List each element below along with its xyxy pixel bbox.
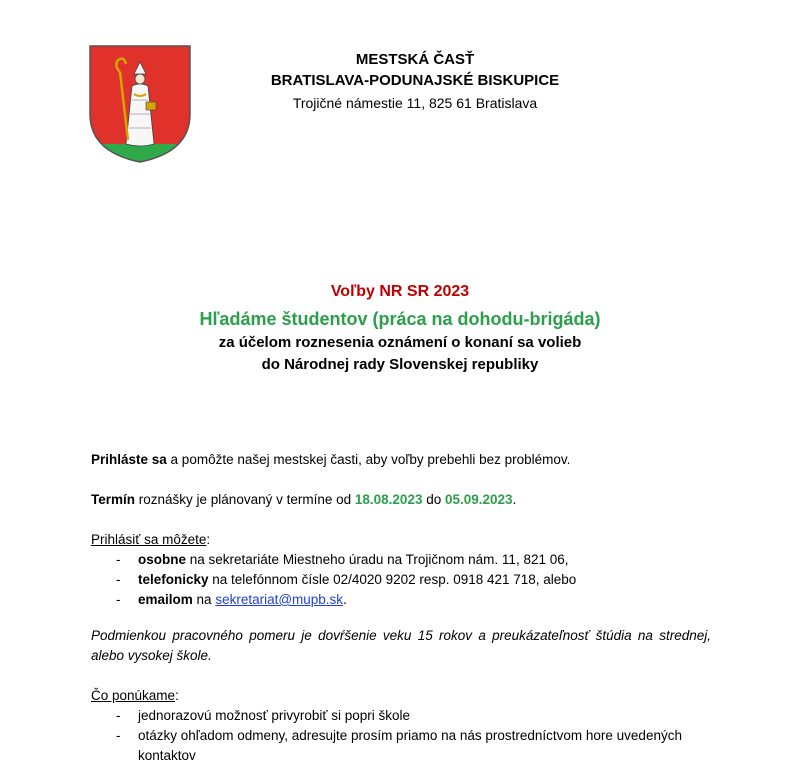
- term-text: roznášky je plánovaný v termíne od: [135, 492, 355, 507]
- offer-heading: [91, 686, 711, 706]
- offer-heading-colon: :: [175, 688, 179, 703]
- apply-method-bold: emailom: [138, 592, 193, 607]
- header-line-2: BRATISLAVA-PODUNAJSKÉ BISKUPICE: [270, 72, 560, 89]
- purpose-line-1: za účelom roznesenia oznámení o konaní sa volieb: [218, 334, 582, 351]
- date-from: 18.08.2023: [354, 492, 423, 507]
- apply-heading-colon: :: [206, 532, 211, 547]
- date-to: 05.09.2023: [445, 492, 513, 507]
- purpose-line-2: do Národnej rady Slovenskej republiky: [261, 356, 539, 373]
- municipality-header: [250, 50, 580, 112]
- bullet-dash: -: [116, 572, 121, 587]
- offer-heading-text: Čo ponúkame: [91, 688, 176, 703]
- bullet-dash: -: [116, 592, 121, 607]
- email-link[interactable]: sekretariat@mupb.sk: [215, 592, 344, 607]
- apply-method-text: na sekretariáte Miestneho úradu na Trojičnom nám. 11, 821 06,: [186, 552, 569, 567]
- list-item: [91, 706, 711, 726]
- signup-bold: Prihláste sa: [91, 452, 167, 467]
- bullet-dash: -: [116, 708, 121, 723]
- apply-heading-text: Prihlásiť sa môžete: [91, 532, 207, 547]
- offer-item-text: jednorazovú možnosť privyrobiť si popri škole: [138, 708, 410, 723]
- bullet-dash: -: [116, 728, 121, 743]
- apply-method-bold: telefonicky: [138, 572, 209, 587]
- term-to: do: [422, 492, 445, 507]
- election-title: Voľby NR SR 2023: [330, 283, 470, 300]
- apply-method-end: .: [343, 592, 347, 607]
- signup-paragraph: [91, 450, 711, 470]
- header-line-1: MESTSKÁ ČASŤ: [355, 51, 475, 68]
- announcement-titles: [0, 280, 800, 376]
- signup-text: a pomôžte našej mestskej časti, aby voľby prebehli bez problémov.: [166, 452, 571, 467]
- condition-paragraph: Podmienkou pracovného pomeru je dovŕšenie veku 15 rokov a preukázateľnosť štúdia na strednej, alebo vysokej škole.: [91, 628, 711, 663]
- list-item: [91, 550, 711, 570]
- apply-heading: [91, 530, 711, 550]
- apply-method-text: na: [192, 592, 216, 607]
- coat-of-arms-logo: [88, 44, 192, 164]
- list-item: [91, 590, 711, 610]
- seeking-title: Hľadáme študentov (práca na dohodu-brigáda): [199, 309, 601, 329]
- offer-item-text: otázky ohľadom odmeny, adresujte prosím priamo na nás prostredníctvom hore uvedených kontaktov: [138, 728, 682, 763]
- apply-method-text: na telefónnom čísle 02/4020 9202 resp. 0918 421 718, alebo: [208, 572, 577, 587]
- term-paragraph: [91, 490, 711, 510]
- header-address: Trojičné námestie 11, 825 61 Bratislava: [292, 95, 538, 111]
- apply-list: [91, 550, 711, 610]
- offer-list: [91, 706, 711, 766]
- announcement-body: [91, 450, 711, 766]
- apply-method-bold: osobne: [138, 552, 187, 567]
- list-item: [91, 726, 711, 766]
- bullet-dash: -: [116, 552, 121, 567]
- term-end: .: [512, 492, 517, 507]
- term-bold: Termín: [91, 492, 136, 507]
- list-item: [91, 570, 711, 590]
